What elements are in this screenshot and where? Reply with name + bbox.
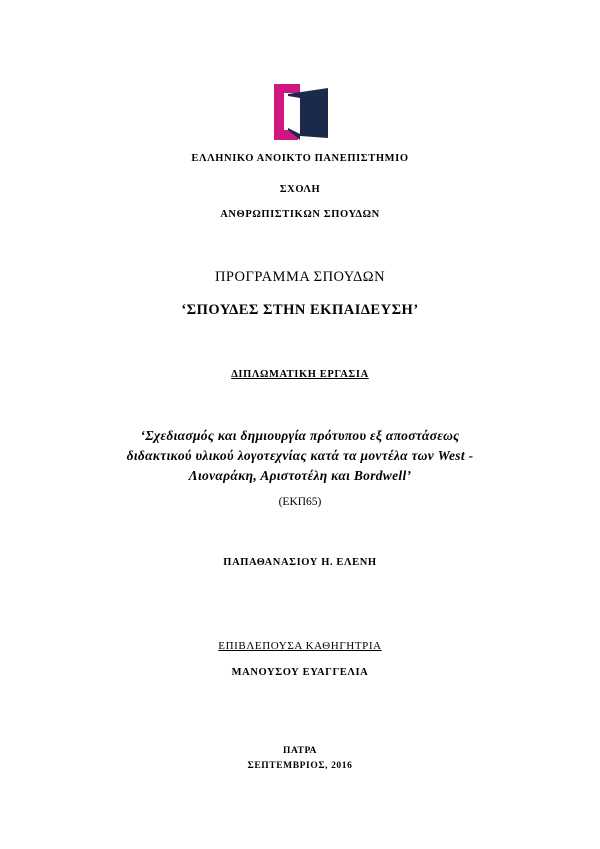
thesis-title-line: διδακτικού υλικού λογοτεχνίας κατά τα μοντέλα των West - — [126, 448, 474, 463]
logo-magenta-top — [274, 84, 300, 93]
date: ΣΕΠΤΕΜΒΡΙΟΣ, 2016 — [247, 761, 353, 771]
faculty-name: ΑΝΘΡΩΠΙΣΤΙΚΩΝ ΣΠΟΥΔΩΝ — [220, 209, 380, 220]
course-code: (ΕΚΠ65) — [278, 496, 322, 508]
school-label: ΣΧΟΛΗ — [279, 184, 321, 195]
thesis-type: ΔΙΠΛΩΜΑΤΙΚΗ ΕΡΓΑΣΙΑ — [231, 369, 369, 380]
city: ΠΑΤΡΑ — [283, 746, 317, 756]
program-label: ΠΡΟΓΡΑΜΜΑ ΣΠΟΥΔΩΝ — [214, 269, 386, 285]
thesis-title-line: Λιοναράκη, Αριστοτέλη και Bordwell’ — [188, 468, 412, 483]
thesis-title — [90, 426, 510, 486]
supervisor-label: ΕΠΙΒΛΕΠΟΥΣΑ ΚΑΘΗΓΗΤΡΙΑ — [218, 640, 382, 652]
supervisor-name: ΜΑΝΟΥΣΟΥ ΕΥΑΓΓΕΛΙΑ — [231, 667, 369, 678]
program-name: ‘ΣΠΟΥΔΕΣ ΣΤΗΝ ΕΚΠΑΙΔΕΥΣΗ’ — [181, 302, 419, 318]
thesis-title-line: ‘Σχεδιασμός και δημιουργία πρότυπου εξ αποστάσεως — [140, 428, 460, 443]
logo-page-fold — [288, 96, 300, 134]
university-name: ΕΛΛΗΝΙΚΟ ΑΝΟΙΚΤΟ ΠΑΝΕΠΙΣΤΗΜΙΟ — [191, 153, 409, 164]
university-logo-icon — [274, 84, 328, 140]
author-name: ΠΑΠΑΘΑΝΑΣΙΟΥ Η. ΕΛΕΝΗ — [223, 557, 377, 568]
